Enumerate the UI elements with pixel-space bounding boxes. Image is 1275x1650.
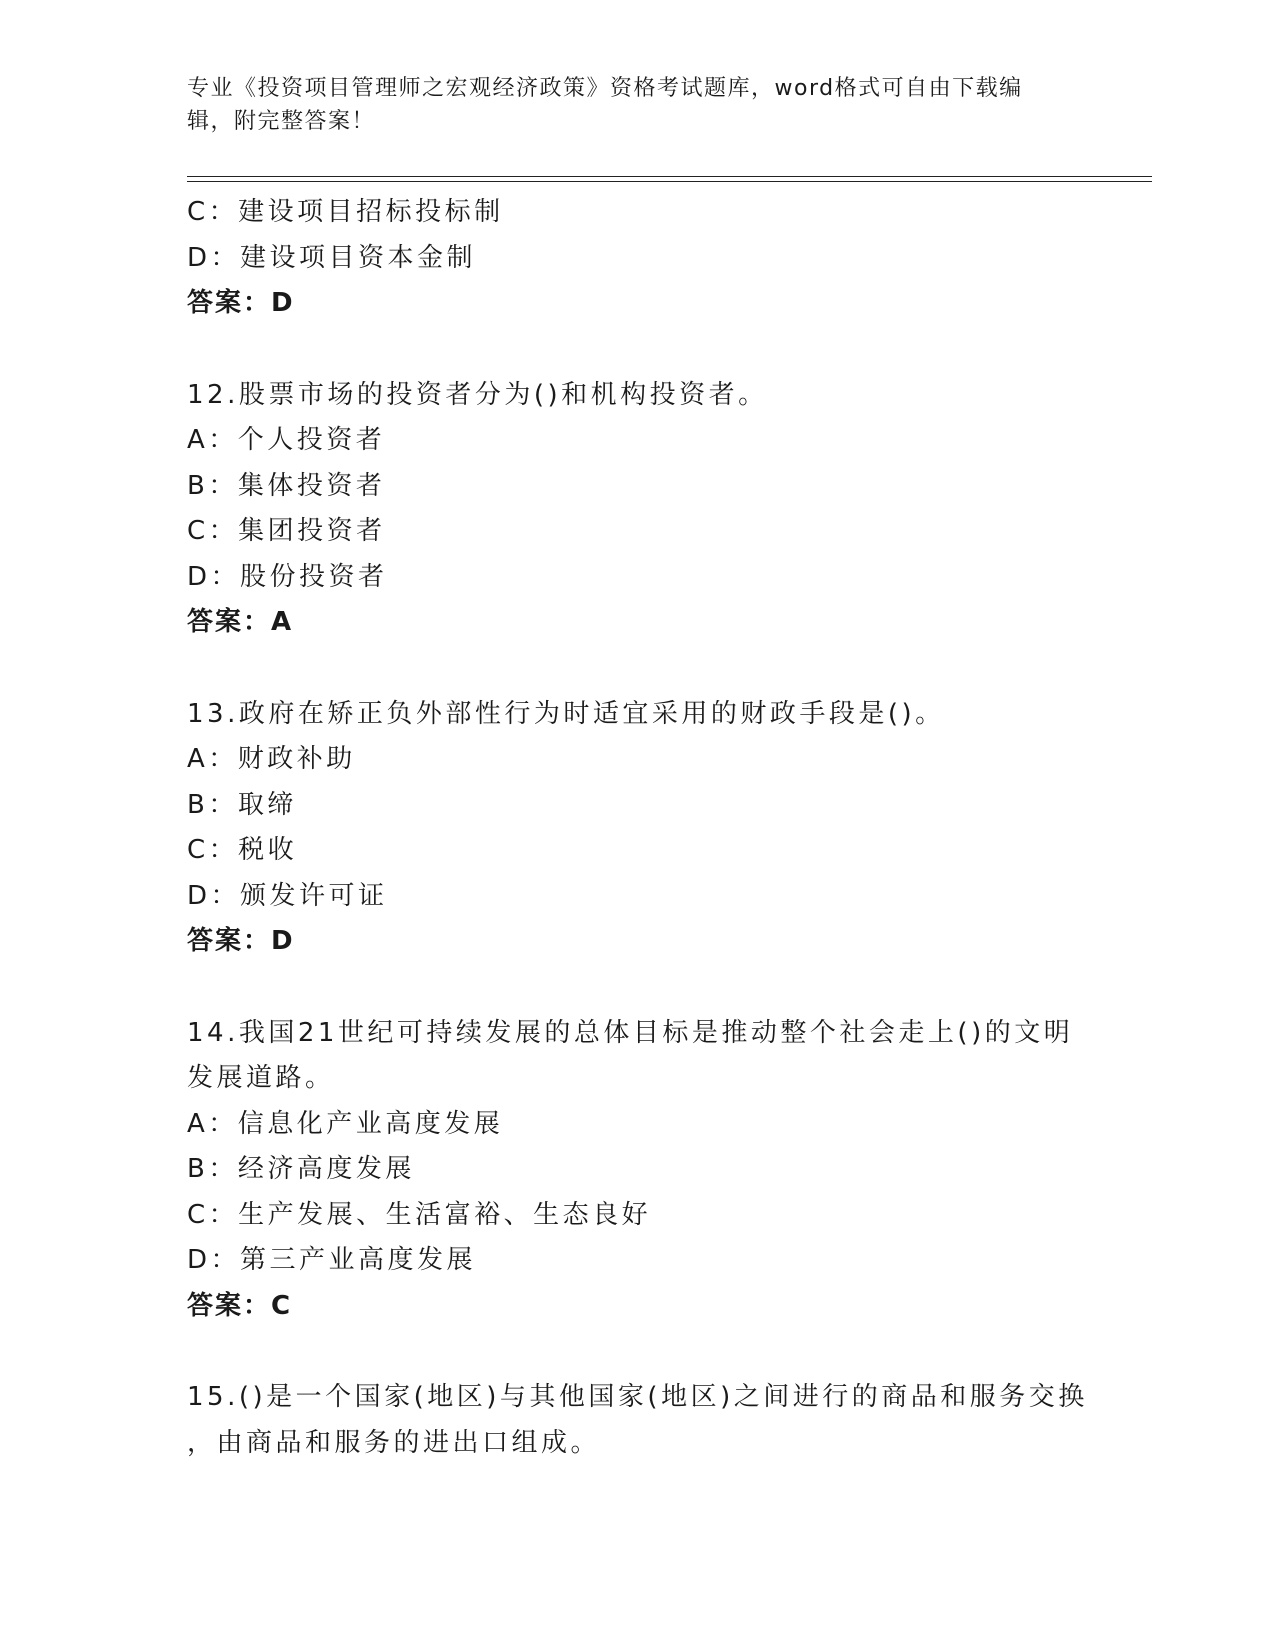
answer: 答案：D	[187, 926, 295, 956]
option-c: C：集团投资者	[187, 516, 386, 546]
option-a: A：个人投资者	[187, 425, 386, 455]
option-b: B：取缔	[187, 789, 297, 820]
question-15	[187, 1375, 1087, 1466]
option-d: D：第三产业高度发展	[187, 1245, 477, 1275]
question-text: 13.政府在矫正负外部性行为时适宜采用的财政手段是()。	[187, 698, 945, 729]
question-11-tail	[187, 190, 1087, 327]
question-14	[187, 1011, 1087, 1330]
question-text: 12.股票市场的投资者分为()和机构投资者。	[187, 379, 768, 410]
answer: 答案：A	[187, 607, 294, 637]
option-c: C：税收	[187, 835, 298, 865]
option-d: D：建设项目资本金制	[187, 242, 477, 273]
option-c: C：生产发展、生活富裕、生态良好	[187, 1199, 652, 1230]
question-12	[187, 373, 1087, 646]
option-d: D：股份投资者	[187, 561, 388, 592]
option-b: B：集体投资者	[187, 470, 386, 501]
document-header	[187, 72, 1067, 138]
question-text-line-1: 15.()是一个国家(地区)与其他国家(地区)之间进行的商品和服务交换	[187, 1382, 1088, 1412]
option-a: A：财政补助	[187, 744, 356, 774]
option-d: D：颁发许可证	[187, 880, 388, 911]
header-text: 专业《投资项目管理师之宏观经济政策》资格考试题库，word格式可自由下载编辑，附完整答案！	[187, 76, 1023, 134]
question-text-line-2: ，由商品和服务的进出口组成。	[187, 1427, 601, 1458]
question-text-line-2: 发展道路。	[187, 1063, 335, 1093]
header-divider-top	[187, 176, 1152, 177]
option-a: A：信息化产业高度发展	[187, 1108, 504, 1139]
question-text-line-1: 14.我国21世纪可持续发展的总体目标是推动整个社会走上()的文明	[187, 1017, 1074, 1048]
header-divider-bottom	[187, 181, 1152, 182]
answer: 答案：C	[187, 1290, 293, 1321]
option-c: C：建设项目招标投标制	[187, 197, 504, 227]
answer: 答案：D	[187, 288, 295, 318]
question-list	[187, 190, 1087, 1466]
option-b: B：经济高度发展	[187, 1154, 415, 1184]
question-13	[187, 692, 1087, 965]
